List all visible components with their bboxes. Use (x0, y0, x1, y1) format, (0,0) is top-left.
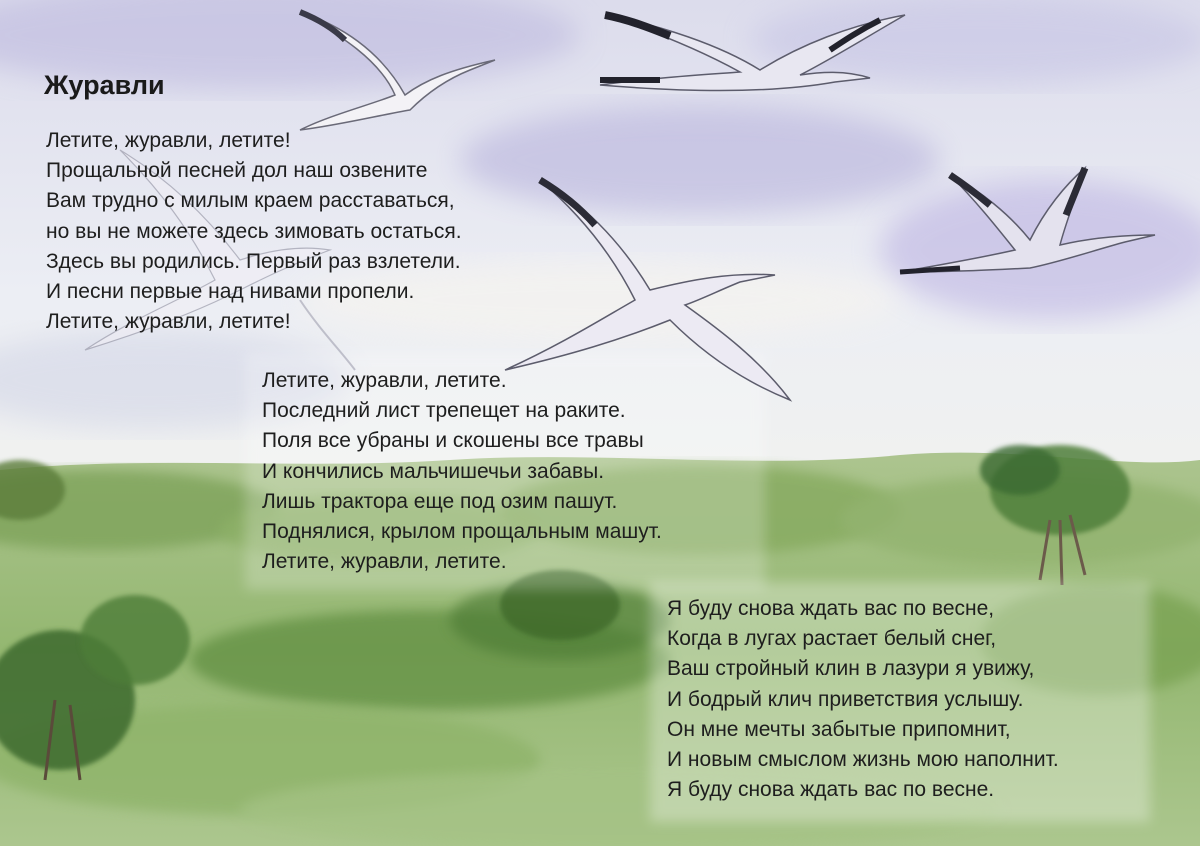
poem-line: Летите, журавли, летите! (46, 129, 291, 152)
poem-line: Он мне мечты забытые припомнит, (667, 717, 1011, 741)
stanza-1 (46, 126, 462, 337)
stanza-2 (262, 366, 662, 577)
poem-line: Я буду снова ждать вас по весне. (667, 778, 995, 802)
poem-line: Поля все убраны и скошены все травы (262, 429, 644, 453)
poem-line: Поднялися, крылом прощальным машут. (262, 520, 662, 544)
poem-line: И новым смыслом жизнь мою наполнит. (667, 748, 1059, 772)
poem-line: Здесь вы родились. Первый раз взлетели. (46, 249, 461, 273)
poem-line: но вы не можете здесь зимовать остаться. (46, 219, 462, 243)
poem-line: Лишь трактора еще под озим пашут. (262, 489, 618, 513)
poem-line: Я буду снова ждать вас по весне, (667, 597, 995, 620)
poem-line: Летите, журавли, летите. (262, 369, 507, 392)
poem-line: И песни первые над нивами пропели. (46, 280, 415, 304)
poem-line: И бодрый клич приветствия услышу. (667, 687, 1024, 711)
poem-line: Вам трудно с милым краем расставаться, (46, 189, 455, 213)
poem-line: Летите, журавли, летите. (262, 550, 507, 574)
poem-line: Ваш стройный клин в лазури я увижу, (667, 657, 1035, 681)
poem-title: Журавли (44, 70, 165, 100)
poem-line: Когда в лугах растает белый снег, (667, 627, 997, 651)
poem-line: Летите, журавли, летите! (46, 310, 291, 334)
poem-line: И кончились мальчишечьи забавы. (262, 459, 605, 483)
poem-line: Последний лист трепещет на раките. (262, 399, 626, 423)
poem-line: Прощальной песней дол наш озвените (46, 159, 428, 183)
stanza-3 (667, 594, 1059, 805)
